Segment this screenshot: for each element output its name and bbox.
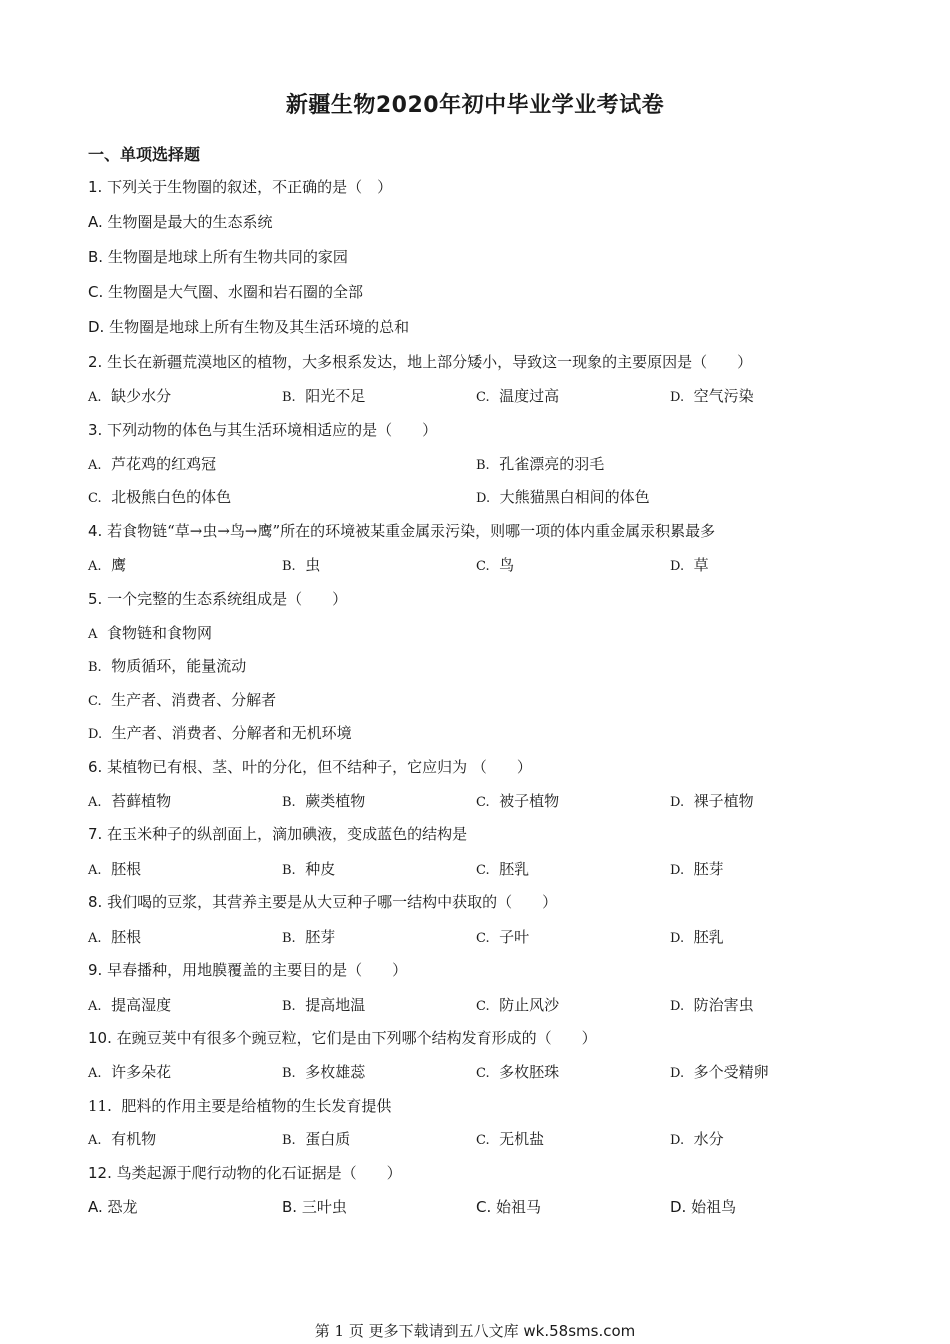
option-11d: D. 水分 [670, 1130, 724, 1148]
option-12a: A. 恐龙 [88, 1198, 138, 1216]
option-5b: B. 物质循环，能量流动 [88, 657, 247, 675]
question-10 [88, 1027, 597, 1048]
options-row-9 [88, 994, 888, 1016]
question-8 [88, 891, 557, 912]
options-row-7 [88, 858, 888, 880]
question-number: 5. [88, 590, 103, 608]
option-3b: B. 孔雀漂亮的羽毛 [476, 455, 605, 473]
question-number: 11. [88, 1097, 112, 1115]
options-row-3b [88, 486, 888, 508]
question-text: 一个完整的生态系统组成是（ ） [107, 590, 348, 608]
option-7a: A. 胚根 [88, 860, 142, 878]
question-text: 我们喝的豆浆，其营养主要是从大豆种子哪一结构中获取的（ ） [107, 893, 558, 911]
option-4c: C. 鸟 [476, 556, 515, 574]
question-2 [88, 351, 752, 372]
option-6a: A. 苔藓植物 [88, 792, 172, 810]
page-footer [0, 1320, 950, 1341]
option-3d: D. 大熊猫黑白相间的体色 [476, 488, 650, 506]
question-3 [88, 419, 437, 440]
option-10b: B. 多枚雄蕊 [282, 1063, 366, 1081]
option-9b: B. 提高地温 [282, 996, 366, 1014]
question-text: 下列关于生物圈的叙述，不正确的是（ ） [107, 178, 393, 196]
option-2c: C. 温度过高 [476, 387, 560, 405]
options-row-10 [88, 1061, 888, 1083]
option-1c: C. 生物圈是大气圈、水圈和岩石圈的全部 [88, 283, 364, 301]
options-row-6 [88, 790, 888, 812]
question-6 [88, 756, 532, 777]
question-text: 下列动物的体色与其生活环境相适应的是（ ） [107, 421, 438, 439]
option-8c: C. 子叶 [476, 928, 530, 946]
question-4 [88, 520, 715, 541]
option-1b: B. 生物圈是地球上所有生物共同的家园 [88, 248, 348, 266]
option-4b: B. 虫 [282, 556, 321, 574]
option-8a: A. 胚根 [88, 928, 142, 946]
question-text: 在豌豆荚中有很多个豌豆粒，它们是由下列哪个结构发育形成的（ ） [116, 1029, 597, 1047]
question-number: 4. [88, 522, 103, 540]
option-7c: C. 胚乳 [476, 860, 530, 878]
question-number: 12. [88, 1164, 112, 1182]
options-row-12 [88, 1196, 888, 1218]
option-3a: A. 芦花鸡的红鸡冠 [88, 455, 217, 473]
option-1a: A. 生物圈是最大的生态系统 [88, 213, 273, 231]
site-link[interactable]: wk.58sms.com [523, 1322, 636, 1340]
option-5c: C. 生产者、消费者、分解者 [88, 691, 277, 709]
option-11b: B. 蛋白质 [282, 1130, 351, 1148]
page-number-text: 第 1 页 更多下载请到五八文库 [314, 1322, 519, 1340]
question-text: 早春播种，用地膜覆盖的主要目的是（ ） [107, 961, 408, 979]
question-text: 肥料的作用主要是给植物的生长发育提供 [121, 1097, 392, 1115]
question-text: 在玉米种子的纵剖面上，滴加碘液，变成蓝色的结构是 [107, 825, 468, 843]
option-2d: D. 空气污染 [670, 387, 754, 405]
option-1d: D. 生物圈是地球上所有生物及其生活环境的总和 [88, 318, 410, 336]
option-9a: A. 提高湿度 [88, 996, 172, 1014]
option-11c: C. 无机盐 [476, 1130, 545, 1148]
option-12b: B. 三叶虫 [282, 1198, 347, 1216]
question-number: 8. [88, 893, 103, 911]
option-9c: C. 防止风沙 [476, 996, 560, 1014]
option-2b: B. 阳光不足 [282, 387, 366, 405]
options-row-3a [88, 453, 888, 475]
section-heading: 一、单项选择题 [88, 145, 201, 164]
question-number: 3. [88, 421, 103, 439]
question-11 [88, 1095, 391, 1116]
question-number: 9. [88, 961, 103, 979]
option-9d: D. 防治害虫 [670, 996, 754, 1014]
question-9 [88, 959, 407, 980]
question-text: 某植物已有根、茎、叶的分化，但不结种子，它应归为 （ ） [107, 758, 532, 776]
option-10d: D. 多个受精卵 [670, 1063, 769, 1081]
question-number: 10. [88, 1029, 112, 1047]
options-row-2 [88, 385, 888, 407]
option-8b: B. 胚芽 [282, 928, 336, 946]
option-7b: B. 种皮 [282, 860, 336, 878]
question-12 [88, 1162, 402, 1183]
question-text: 若食物链“草→虫→鸟→鹰”所在的环境被某重金属汞污染，则哪一项的体内重金属汞积累最多 [107, 522, 716, 540]
option-4d: D. 草 [670, 556, 709, 574]
option-2a: A. 缺少水分 [88, 387, 172, 405]
question-5 [88, 588, 347, 609]
option-5a: A 食物链和食物网 [88, 624, 212, 642]
option-10c: C. 多枚胚珠 [476, 1063, 560, 1081]
option-4a: A. 鹰 [88, 556, 127, 574]
question-text: 生长在新疆荒漠地区的植物，大多根系发达，地上部分矮小，导致这一现象的主要原因是（ ） [107, 353, 753, 371]
option-8d: D. 胚乳 [670, 928, 724, 946]
options-row-11 [88, 1128, 888, 1150]
option-6c: C. 被子植物 [476, 792, 560, 810]
option-12c: C. 始祖马 [476, 1198, 542, 1216]
question-1 [88, 176, 392, 197]
option-7d: D. 胚芽 [670, 860, 724, 878]
question-text: 鸟类起源于爬行动物的化石证据是（ ） [116, 1164, 402, 1182]
question-number: 7. [88, 825, 103, 843]
option-10a: A. 许多朵花 [88, 1063, 172, 1081]
question-number: 6. [88, 758, 103, 776]
option-11a: A. 有机物 [88, 1130, 157, 1148]
option-5d: D. 生产者、消费者、分解者和无机环境 [88, 724, 352, 742]
option-12d: D. 始祖鸟 [670, 1198, 737, 1216]
question-number: 2. [88, 353, 103, 371]
option-6b: B. 蕨类植物 [282, 792, 366, 810]
options-row-4 [88, 554, 888, 576]
option-6d: D. 裸子植物 [670, 792, 754, 810]
question-7 [88, 823, 467, 844]
question-number: 1. [88, 178, 103, 196]
page-title: 新疆生物2020年初中毕业学业考试卷 [285, 93, 665, 118]
options-row-8 [88, 926, 888, 948]
option-3c: C. 北极熊白色的体色 [88, 488, 232, 506]
